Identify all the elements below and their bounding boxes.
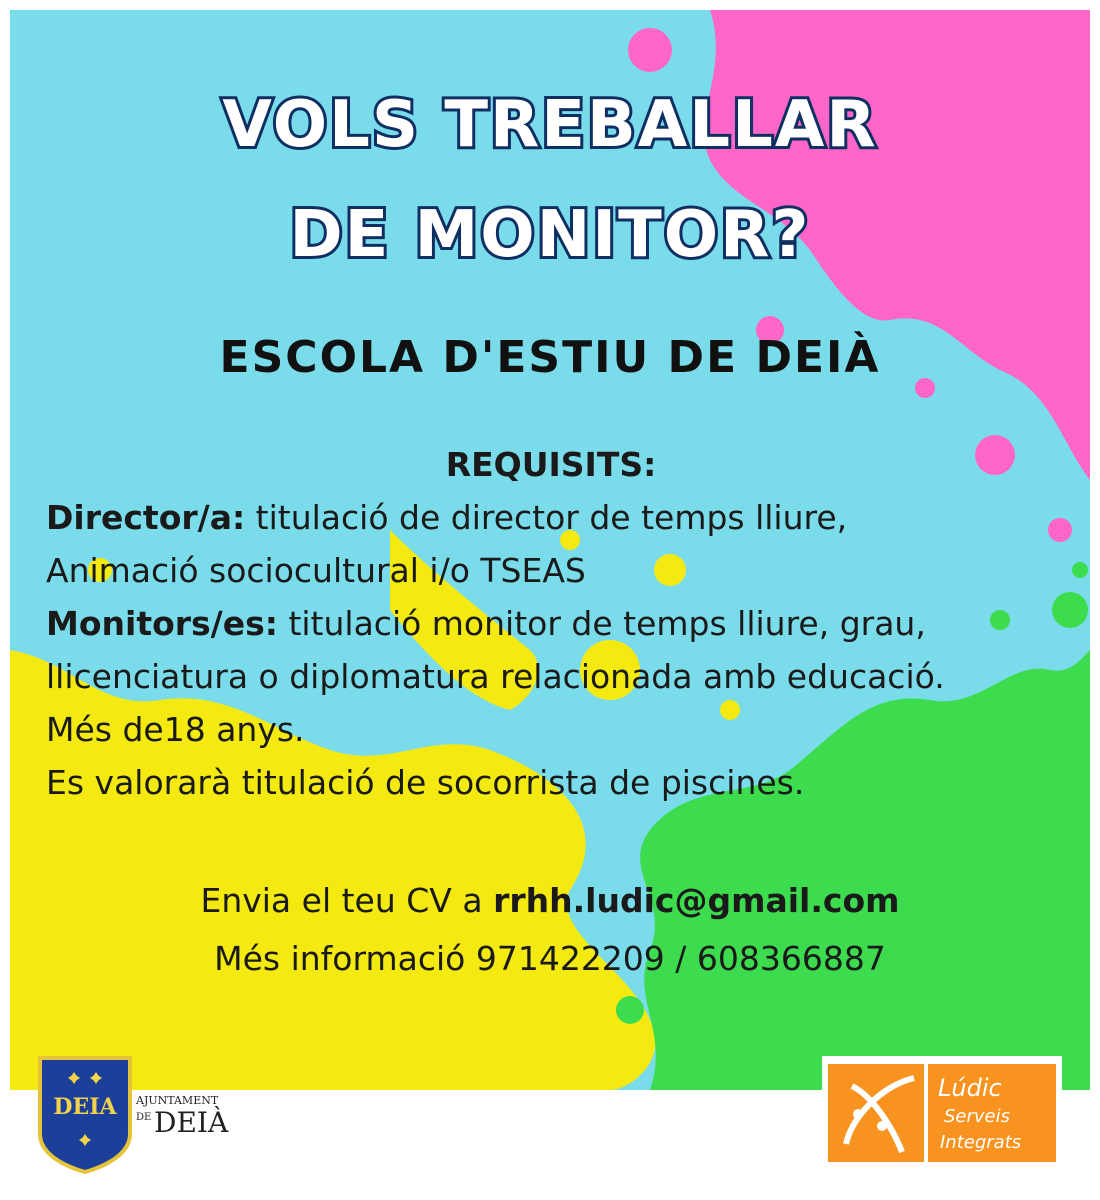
deia-shield-text: DEIA [53, 1094, 117, 1120]
extra-requirement: Es valorarà titulació de socorrista de piscines. [46, 763, 805, 802]
contact-line [10, 872, 1090, 930]
title-line-1: VOLS TREBALLAR [222, 88, 878, 162]
ludic-logo [822, 1056, 1062, 1172]
monitors-line [46, 597, 1086, 650]
director-label: Director/a: [46, 498, 246, 537]
ludic-line-3: Integrats [940, 1132, 1022, 1153]
director-line-2: Animació sociocultural i/o TSEAS [46, 551, 586, 590]
ajuntament-de: DE [136, 1112, 152, 1123]
monitors-label: Monitors/es: [46, 604, 278, 643]
ajuntament-deia-logo [36, 1054, 266, 1178]
contact-prefix: Envia el teu CV a [200, 881, 494, 920]
requirements-block [46, 438, 1086, 809]
director-line [46, 491, 1086, 544]
contact-block [10, 872, 1090, 988]
ajuntament-name: DEIÀ [154, 1106, 229, 1139]
monitors-line-2: llicenciatura o diplomatura relacionada amb educació. [46, 657, 945, 696]
subtitle: ESCOLA D'ESTIU DE DEIÀ [219, 332, 881, 383]
ludic-line-1: Lúdic [938, 1074, 1002, 1102]
requisits-heading: REQUISITS: [445, 445, 657, 484]
age-requirement: Més de18 anys. [46, 710, 305, 749]
ludic-line-2: Serveis [944, 1106, 1011, 1127]
ajuntament-small: AJUNTAMENT [136, 1094, 219, 1107]
contact-email[interactable]: rrhh.ludic@gmail.com [493, 881, 900, 920]
info-phone-line: Més informació 971422209 / 608366887 [214, 939, 886, 978]
deia-shield-icon [36, 1054, 266, 1174]
director-text: titulació de director de temps lliure, [245, 498, 848, 537]
ludic-brand-icon [822, 1056, 1062, 1168]
monitors-text: titulació monitor de temps lliure, grau, [277, 604, 926, 643]
title-line-2: DE MONITOR? [289, 198, 811, 272]
poster [10, 10, 1090, 1090]
